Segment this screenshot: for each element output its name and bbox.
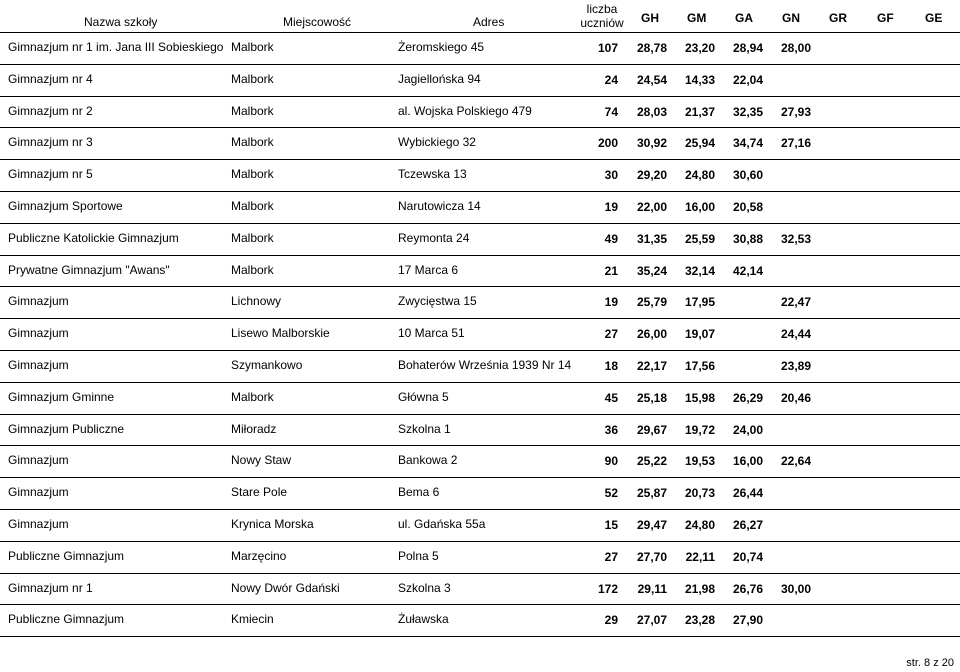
table-row [0,604,960,632]
table-row [0,573,960,601]
cell-students: 200 [597,136,618,151]
cell-gh: 26,00 [636,327,667,342]
cell-town: Krynica Morska [231,517,314,531]
table-row [0,350,960,378]
cell-ga: 28,94 [732,41,763,55]
cell-students: 90 [604,454,618,469]
cell-address: 17 Marca 6 [398,262,459,277]
table-row [0,64,960,92]
cell-town: Miłoradz [231,421,277,436]
cell-name: Publiczne Gimnazjum [8,548,125,563]
cell-address: Szkolna 1 [398,421,451,436]
cell-students: 74 [604,104,618,119]
cell-ga: 26,29 [732,390,763,405]
cell-address: Bema 6 [398,485,440,500]
cell-name: Gimnazjum [8,326,69,341]
cell-students: 21 [604,263,618,278]
cell-ga: 26,27 [732,518,763,532]
cell-name: Gimnazjum nr 2 [8,103,93,118]
cell-address: Bankowa 2 [398,453,458,468]
cell-ga: 32,35 [732,104,763,119]
cell-ga: 20,58 [732,200,763,214]
cell-town: Malbork [231,262,274,277]
cell-gm: 22,11 [685,549,715,564]
cell-town: Malbork [231,230,274,245]
table-row [0,541,960,569]
cell-students: 107 [597,41,618,55]
cell-gh: 28,03 [636,104,667,119]
cell-gm: 25,94 [684,136,715,151]
cell-name: Gimnazjum [8,294,69,309]
cell-students: 27 [604,327,618,342]
cell-ga: 30,88 [732,231,763,246]
cell-address: Wybickiego 32 [398,135,476,150]
cell-gh: 25,18 [636,390,667,405]
table-row [0,445,960,473]
cell-name: Gimnazjum [8,517,69,531]
header-students-line2: uczniów [580,16,624,30]
cell-name: Gimnazjum nr 1 [8,580,93,595]
cell-ga: 34,74 [732,136,763,151]
cell-gh: 27,70 [636,549,667,564]
cell-ga: 26,76 [732,581,763,596]
cell-gm: 17,95 [684,295,715,310]
cell-town: Nowy Dwór Gdański [231,580,340,595]
cell-address: Główna 5 [398,389,449,404]
cell-gh: 25,22 [636,454,667,469]
header-address: Adres [473,15,505,29]
table-header [0,0,960,32]
cell-gh: 24,54 [636,72,667,87]
cell-gn: 32,53 [780,231,811,246]
cell-address: Tczewska 13 [398,167,467,182]
cell-name: Gimnazjum Gminne [8,389,115,404]
cell-address: Bohaterów Września 1939 Nr 14 [398,358,572,372]
cell-gh: 27,07 [636,613,667,628]
table-row [0,191,960,219]
header-town: Miejscowość [283,15,352,29]
header-ga: GA [735,11,753,25]
cell-name: Gimnazjum nr 3 [8,135,93,150]
cell-gn: 22,47 [780,295,811,310]
cell-address: Zwycięstwa 15 [398,294,477,309]
cell-town: Kmiecin [231,612,274,627]
cell-ga: 24,00 [732,422,763,437]
cell-gn: 28,00 [780,41,811,55]
cell-gm: 17,56 [684,359,715,373]
cell-students: 30 [604,168,618,183]
cell-ga: 20,74 [732,549,763,564]
cell-gh: 25,79 [636,295,667,310]
cell-students: 36 [604,422,618,437]
cell-name: Gimnazjum nr 4 [8,71,93,86]
cell-town: Lichnowy [231,294,282,309]
cell-gn: 20,46 [780,390,811,405]
cell-gm: 24,80 [684,518,715,532]
cell-address: Żuławska [398,612,449,627]
cell-gn: 27,16 [780,136,811,151]
header-students-line1: liczba [586,2,618,16]
cell-address: 10 Marca 51 [398,326,465,341]
cell-gh: 29,20 [636,168,667,183]
cell-students: 27 [604,549,618,564]
cell-gh: 31,35 [636,231,667,246]
table-row [0,286,960,314]
cell-name: Gimnazjum nr 5 [8,167,93,182]
cell-name: Gimnazjum [8,358,69,372]
cell-address: Reymonta 24 [398,230,470,245]
table-row [0,477,960,505]
cell-name: Publiczne Gimnazjum [8,612,125,627]
cell-ga: 27,90 [732,613,763,628]
cell-address: Jagiellońska 94 [398,71,481,86]
cell-gm: 16,00 [684,200,715,214]
cell-students: 45 [604,390,618,405]
table-row [0,32,960,60]
header-gh: GH [641,11,659,25]
cell-town: Malbork [231,40,274,54]
cell-gm: 23,28 [684,613,715,628]
cell-town: Malbork [231,103,274,118]
table-row [0,127,960,155]
cell-students: 18 [604,359,618,373]
cell-gh: 25,87 [636,486,667,501]
cell-gn: 22,64 [780,454,811,469]
cell-gn: 27,93 [780,104,811,119]
cell-name: Gimnazjum Publiczne [8,421,125,436]
cell-gm: 15,98 [684,390,715,405]
cell-students: 24 [604,72,618,87]
cell-address: Narutowicza 14 [398,199,481,213]
table-row [0,255,960,283]
cell-gm: 20,73 [684,486,715,501]
cell-address: Szkolna 3 [398,580,451,595]
cell-gm: 25,59 [684,231,715,246]
cell-ga: 26,44 [732,486,763,501]
cell-gm: 19,07 [684,327,715,342]
header-school-name: Nazwa szkoły [84,15,158,29]
cell-gm: 24,80 [684,168,715,183]
cell-town: Lisewo Malborskie [231,326,330,341]
cell-gh: 22,17 [636,359,667,373]
table-row [0,509,960,537]
page-number: str. 8 z 20 [906,657,954,669]
cell-gh: 28,78 [636,41,667,55]
cell-ga: 30,60 [732,168,763,183]
cell-address: al. Wojska Polskiego 479 [398,103,532,118]
cell-town: Malbork [231,199,274,213]
header-ge: GE [925,11,943,25]
table-row [0,414,960,442]
cell-gn: 24,44 [780,327,811,342]
cell-gh: 29,67 [636,422,667,437]
cell-name: Publiczne Katolickie Gimnazjum [8,230,179,245]
cell-students: 49 [604,231,618,246]
header-gr: GR [829,11,847,25]
cell-gm: 23,20 [684,41,715,55]
table-row [0,382,960,410]
cell-name: Gimnazjum [8,453,69,468]
cell-gh: 29,11 [637,581,667,596]
cell-address: Polna 5 [398,548,439,563]
cell-town: Stare Pole [231,485,288,500]
cell-gm: 19,53 [684,454,715,469]
cell-gh: 30,92 [636,136,667,151]
cell-ga: 22,04 [732,72,763,87]
cell-gh: 35,24 [636,263,667,278]
cell-students: 172 [597,581,618,596]
row-divider [0,636,960,637]
cell-town: Malbork [231,167,274,182]
cell-town: Malbork [231,389,274,404]
header-gf: GF [877,11,894,25]
header-students [580,2,624,30]
cell-ga: 42,14 [732,263,763,278]
cell-ga: 16,00 [732,454,763,469]
cell-gm: 32,14 [684,263,715,278]
cell-students: 52 [604,486,618,501]
table-row [0,318,960,346]
cell-gm: 14,33 [684,72,715,87]
table-row [0,159,960,187]
header-gm: GM [687,11,707,25]
cell-address: ul. Gdańska 55a [398,517,486,531]
cell-gm: 21,98 [684,581,715,596]
cell-gm: 19,72 [684,422,715,437]
cell-students: 15 [604,518,618,532]
table-row [0,96,960,124]
cell-name: Prywatne Gimnazjum "Awans" [8,262,170,277]
cell-address: Żeromskiego 45 [398,40,485,54]
cell-name: Gimnazjum [8,485,69,500]
cell-town: Malbork [231,135,274,150]
cell-gh: 29,47 [636,518,667,532]
cell-students: 19 [604,200,618,214]
cell-gh: 22,00 [636,200,667,214]
cell-name: Gimnazjum nr 1 im. Jana III Sobieskiego [8,40,224,54]
cell-gn: 30,00 [780,581,811,596]
cell-town: Szymankowo [231,358,303,372]
cell-gm: 21,37 [684,104,715,119]
cell-gn: 23,89 [780,359,811,373]
cell-town: Malbork [231,71,274,86]
cell-students: 19 [604,295,618,310]
header-gn: GN [782,11,800,25]
cell-town: Nowy Staw [231,453,292,468]
cell-name: Gimnazjum Sportowe [8,199,123,213]
cell-town: Marzęcino [231,548,287,563]
cell-students: 29 [604,613,618,628]
table-row [0,223,960,251]
